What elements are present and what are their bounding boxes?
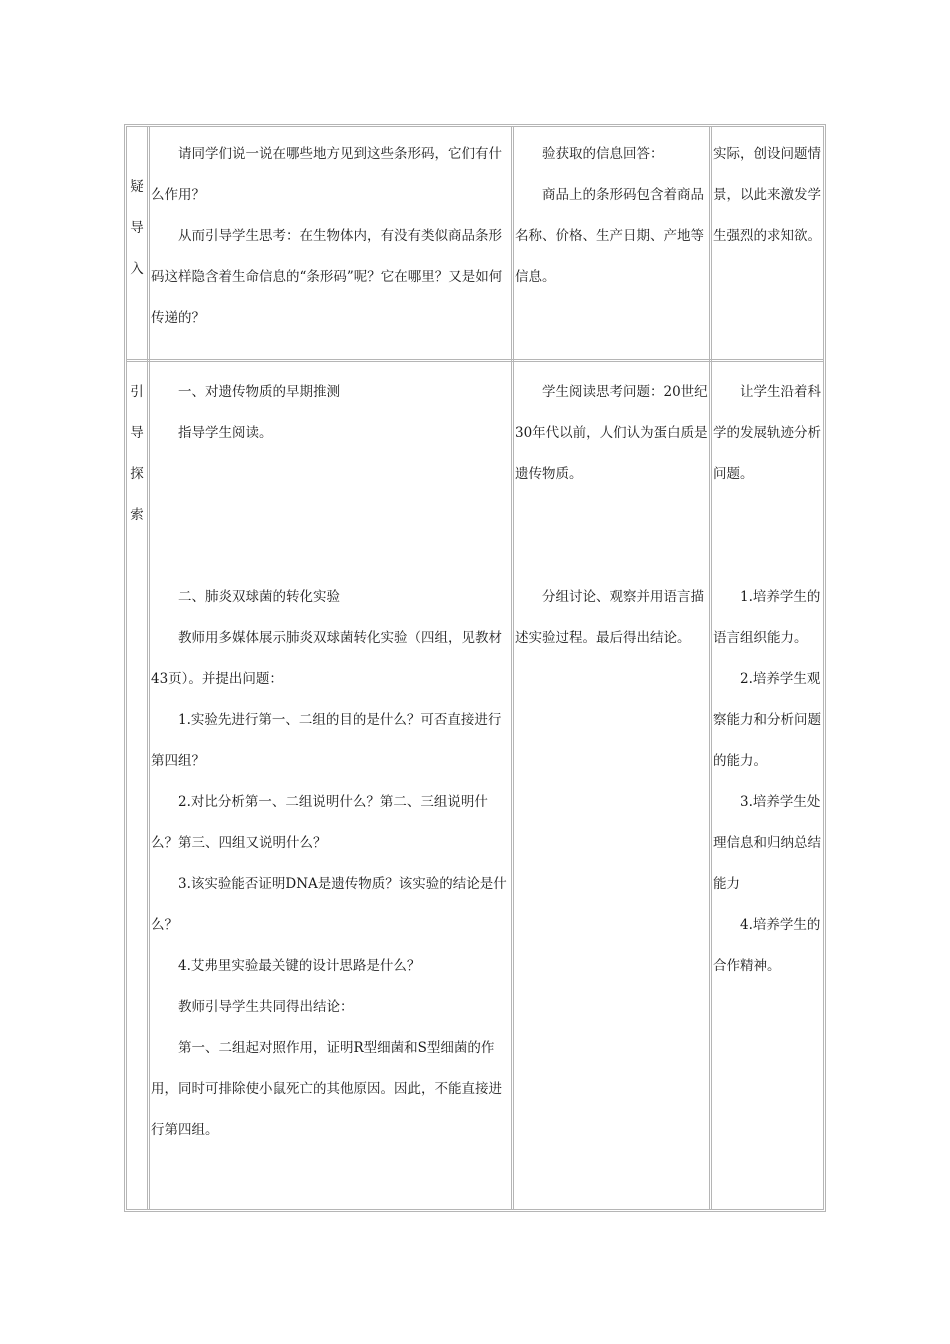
paragraph: 3.该实验能否证明DNA是遗传物质？该实验的结论是什么？	[151, 876, 507, 933]
stage-label-char: 疑	[130, 179, 144, 195]
paragraph: 1.培养学生的语言组织能力。	[713, 589, 821, 646]
stage-label-char: 导	[130, 220, 144, 236]
paragraph: 第一、二组起对照作用，证明R型细菌和S型细菌的作用，同时可排除使小鼠死亡的其他原因。因此，不能直接进行第四组。	[151, 1040, 502, 1138]
row1-teacher-activity	[151, 134, 511, 339]
column-divider	[709, 127, 712, 1209]
paragraph: 教师引导学生共同得出结论：	[178, 999, 354, 1015]
row2-teacher-activity-part1	[151, 372, 511, 454]
paragraph: 分组讨论、观察并用语言描述实验过程。最后得出结论。	[515, 589, 704, 646]
paragraph: 2.培养学生观察能力和分析问题的能力。	[713, 671, 821, 769]
row1-stage-label	[127, 167, 147, 290]
row1-student-activity	[515, 134, 709, 298]
row2-student-activity-part1	[515, 372, 709, 495]
paragraph: 实际，创设问题情景，以此来激发学生强烈的求知欲。	[713, 146, 821, 244]
row2-stage-label	[127, 372, 147, 536]
paragraph: 4.培养学生的合作精神。	[713, 917, 821, 974]
paragraph: 验获取的信息回答：	[542, 146, 664, 162]
column-divider	[147, 127, 150, 1209]
paragraph: 请同学们说一说在哪些地方见到这些条形码，它们有什么作用？	[151, 146, 502, 203]
paragraph: 4.艾弗里实验最关键的设计思路是什么？	[178, 958, 421, 974]
stage-label-char: 索	[130, 507, 144, 523]
paragraph: 2.对比分析第一、二组说明什么？第二、三组说明什么？第三、四组又说明什么？	[151, 794, 488, 851]
paragraph: 二、肺炎双球菌的转化实验	[178, 589, 340, 605]
paragraph: 商品上的条形码包含着商品名称、价格、生产日期、产地等信息。	[515, 187, 704, 285]
row2-teacher-activity-part2	[151, 577, 511, 1151]
row-divider	[127, 359, 823, 362]
row2-student-activity-part2	[515, 577, 709, 659]
paragraph: 3.培养学生处理信息和归纳总结能力	[713, 794, 821, 892]
paragraph: 学生阅读思考问题：20世纪30年代以前，人们认为蛋白质是遗传物质。	[515, 384, 708, 482]
paragraph: 指导学生阅读。	[178, 425, 273, 441]
stage-label-char: 导	[130, 425, 144, 441]
paragraph: 让学生沿着科学的发展轨迹分析问题。	[713, 384, 821, 482]
stage-label-char: 探	[130, 466, 144, 482]
row2-design-intent-part2	[713, 577, 821, 987]
paragraph: 教师用多媒体展示肺炎双球菌转化实验（四组，见教材43页）。并提出问题：	[151, 630, 502, 687]
row1-design-intent	[713, 134, 821, 257]
paragraph: 一、对遗传物质的早期推测	[178, 384, 340, 400]
row2-design-intent-part1	[713, 372, 821, 495]
stage-label-char: 入	[130, 261, 144, 277]
paragraph: 1.实验先进行第一、二组的目的是什么？可否直接进行第四组？	[151, 712, 502, 769]
column-divider	[511, 127, 514, 1209]
paragraph: 从而引导学生思考：在生物体内，有没有类似商品条形码这样隐含着生命信息的“条形码”呢？它在哪里？又是如何传递的？	[151, 228, 503, 326]
lesson-plan-table	[124, 124, 826, 1212]
stage-label-char: 引	[130, 384, 144, 400]
